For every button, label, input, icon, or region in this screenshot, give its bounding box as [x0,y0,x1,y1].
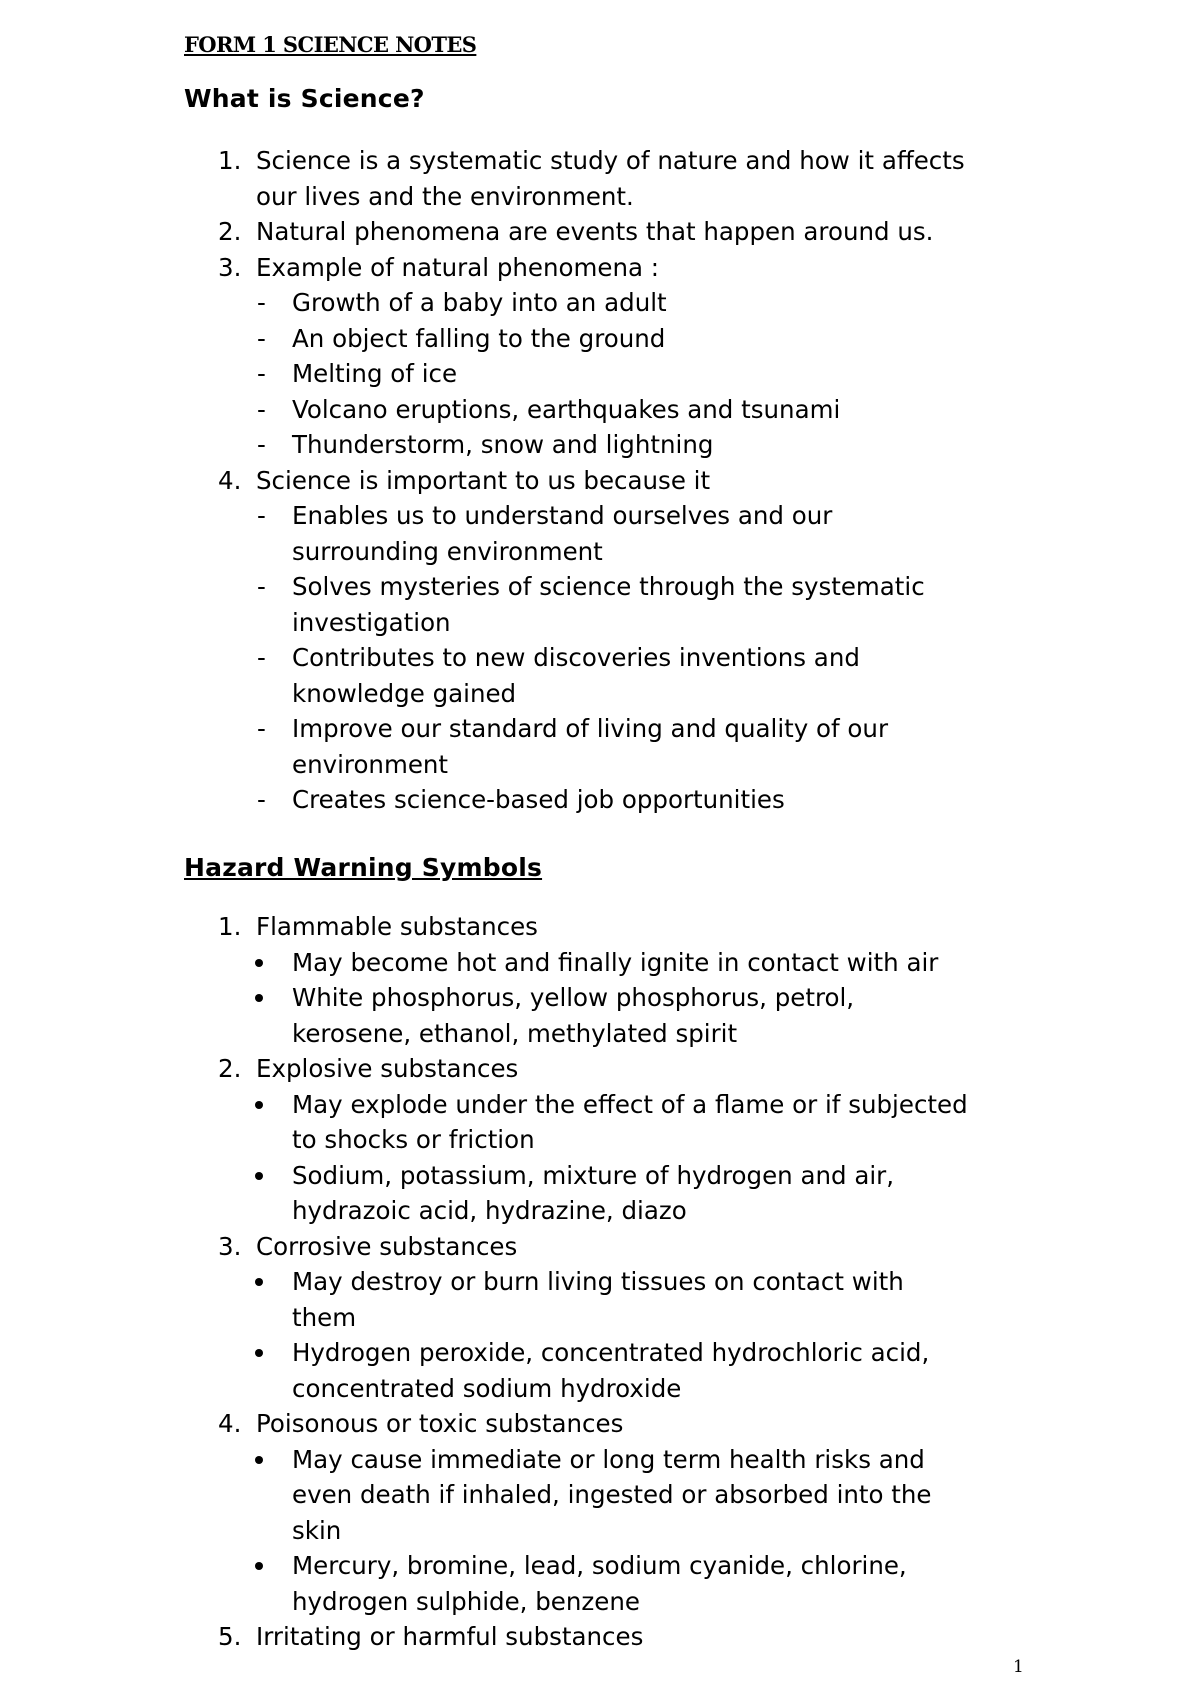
bullet-marker [255,994,263,1002]
sub-item-text-line: Enables us to understand ourselves and our [292,501,833,530]
list-item [0,250,1056,286]
sub-list-item [0,980,1056,1051]
sub-list-item [0,945,1056,981]
list-item [0,1406,1056,1442]
item-text-line: Natural phenomena are events that happen around us. [256,217,934,246]
item-text-line: Science is important to us because it [256,465,711,495]
item-text-line: our lives and the environment. [256,181,634,211]
sub-list-item [0,498,1056,569]
sub-item-text-line: even death if inhaled, ingested or absorbed into the [292,1480,932,1509]
sub-item-text-line: May become hot and finally ignite in contact with air [292,947,939,977]
sub-item-text-line: hydrazoic acid, hydrazine, diazo [292,1196,687,1225]
bullet-marker [255,959,263,967]
sub-list-item [0,1087,1056,1158]
dash-marker: - [257,394,266,424]
item-text-line: Explosive substances [256,1054,519,1083]
sub-list-item [0,640,1056,711]
sub-list-item [0,1442,1056,1549]
dash-marker: - [257,288,266,317]
sub-list-item [0,1264,1056,1335]
item-number: 4. [218,465,242,495]
page-number: 1 [1013,1657,1024,1677]
sub-item-text-line: to shocks or friction [292,1125,535,1154]
list-item [0,1051,1056,1087]
item-number: 5. [218,1622,242,1651]
sub-item-text-line: Hydrogen peroxide, concentrated hydrochloric acid, [292,1338,930,1367]
sub-item-text-line: Contributes to new discoveries inventions and [292,643,860,672]
item-number: 3. [218,1231,242,1261]
dash-marker: - [257,359,266,388]
sub-item-text-line: May cause immediate or long term health risks and [292,1444,925,1474]
section-heading-what-is-science: What is Science? [184,84,425,113]
sub-list-item [0,1158,1056,1229]
item-text-line: Flammable substances [256,912,538,941]
sub-item-text-line: knowledge gained [292,678,517,708]
dash-marker: - [257,430,266,459]
list-item [0,909,1056,945]
sub-list-item [0,392,1056,428]
sub-item-text-line: them [292,1302,357,1332]
sub-item-text-line: Mercury, bromine, lead, sodium cyanide, chlorine, [292,1551,907,1580]
item-text-line: Poisonous or toxic substances [256,1409,624,1438]
sub-list-item [0,285,1056,321]
item-text-line: Example of natural phenomena : [256,252,660,282]
sub-list-item [0,356,1056,392]
sub-list-item [0,782,1056,818]
sub-item-text-line: May destroy or burn living tissues on contact with [292,1267,904,1296]
bullet-marker [255,1349,263,1357]
list-item [0,143,1056,214]
item-number: 4. [218,1409,242,1438]
what-is-science-list [0,143,1056,818]
item-text-line: Corrosive substances [256,1231,518,1261]
dash-marker: - [257,785,266,814]
list-item [0,1619,1056,1655]
bullet-marker [255,1562,263,1570]
sub-item-text-line: hydrogen sulphide, benzene [292,1586,640,1616]
item-text-line: Science is a systematic study of nature and how it affects [256,146,965,175]
sub-item-text-line: investigation [292,607,451,637]
sub-list-item [0,711,1056,782]
sub-item-text-line: surrounding environment [292,536,603,566]
sub-item-text-line: May explode under the effect of a flame or if subjected [292,1089,968,1119]
bullet-marker [255,1101,263,1109]
list-item [0,463,1056,499]
sub-list-item [0,569,1056,640]
sub-list-item [0,427,1056,463]
bullet-marker [255,1172,263,1180]
sub-item-text-line: skin [292,1515,342,1545]
item-number: 3. [218,252,242,282]
hazard-symbols-list [0,909,1056,1655]
dash-marker: - [257,323,266,353]
sub-list-item [0,1548,1056,1619]
sub-item-text-line: Sodium, potassium, mixture of hydrogen and air, [292,1160,895,1190]
bullet-marker [255,1456,263,1464]
page-title: FORM 1 SCIENCE NOTES [184,32,477,57]
dash-marker: - [257,501,266,530]
item-number: 2. [218,217,242,246]
sub-item-text-line: Growth of a baby into an adult [292,288,667,317]
item-number: 1. [218,912,242,941]
sub-item-text-line: Volcano eruptions, earthquakes and tsunami [292,394,841,424]
item-number: 1. [218,146,242,175]
sub-item-text-line: environment [292,749,449,779]
sub-item-text-line: kerosene, ethanol, methylated spirit [292,1018,738,1048]
section-heading-hazard-warning-symbols: Hazard Warning Symbols [184,853,543,882]
dash-marker: - [257,572,266,601]
sub-item-text-line: Creates science-based job opportunities [292,785,785,814]
sub-item-text-line: Improve our standard of living and quality of our [292,714,889,743]
sub-item-text-line: concentrated sodium hydroxide [292,1373,682,1403]
item-number: 2. [218,1054,242,1083]
sub-list-item [0,321,1056,357]
sub-item-text-line: Melting of ice [292,359,458,388]
sub-item-text-line: White phosphorus, yellow phosphorus, petrol, [292,983,855,1012]
sub-list-item [0,1335,1056,1406]
sub-item-text-line: Thunderstorm, snow and lightning [292,430,714,459]
dash-marker: - [257,714,266,743]
sub-item-text-line: Solves mysteries of science through the systematic [292,572,925,601]
dash-marker: - [257,643,266,672]
list-item [0,214,1056,250]
bullet-marker [255,1278,263,1286]
item-text-line: Irritating or harmful substances [256,1622,644,1651]
sub-item-text-line: An object falling to the ground [292,323,666,353]
list-item [0,1229,1056,1265]
